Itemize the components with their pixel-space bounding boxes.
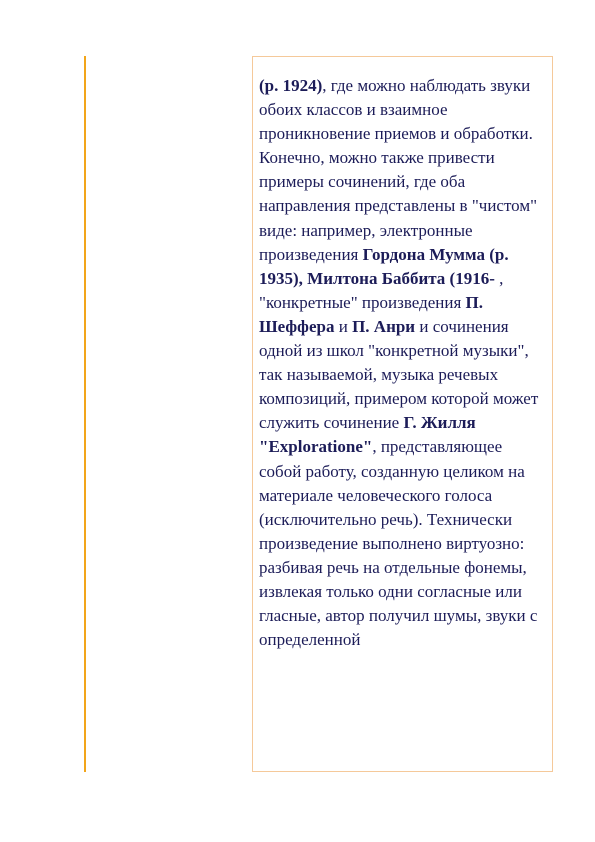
text-run: (р. 1924) [259, 76, 323, 95]
text-run: и [334, 316, 353, 336]
text-run: , где можно наблюдать звуки обоих классов и взаимное проникновение приемов и обработки. Конечно, можно также привести примеры сочинений, где оба направления представлены в "чистом" виде: например, электронные произведения [259, 76, 538, 264]
text-run: , "конкретные" произведения [259, 268, 504, 312]
text-run: и сочинения одной из школ "конкретной музыки", так называемой, музыка речевых композиций, примером которой может служить сочинение [259, 316, 539, 433]
body-paragraph [259, 74, 547, 652]
text-frame [252, 56, 553, 772]
text-run: , представляющее собой работу, созданную целиком на материале человеческого голоса (исключительно речь). Технически произведение выполнено виртуозно: разбивая речь на отдельные фонемы, извлекая только одни согласные или гласные, автор получил шумы, звуки с определенной [259, 437, 538, 650]
text-run: Г. Жилля "Exploratione" [259, 413, 476, 457]
margin-rule [84, 56, 86, 772]
text-run: Гордона Мумма (р. 1935), Милтона Баббита (1916- [259, 244, 509, 288]
text-run: П. Шеффера [259, 292, 484, 336]
text-run: П. Анри [352, 316, 416, 336]
